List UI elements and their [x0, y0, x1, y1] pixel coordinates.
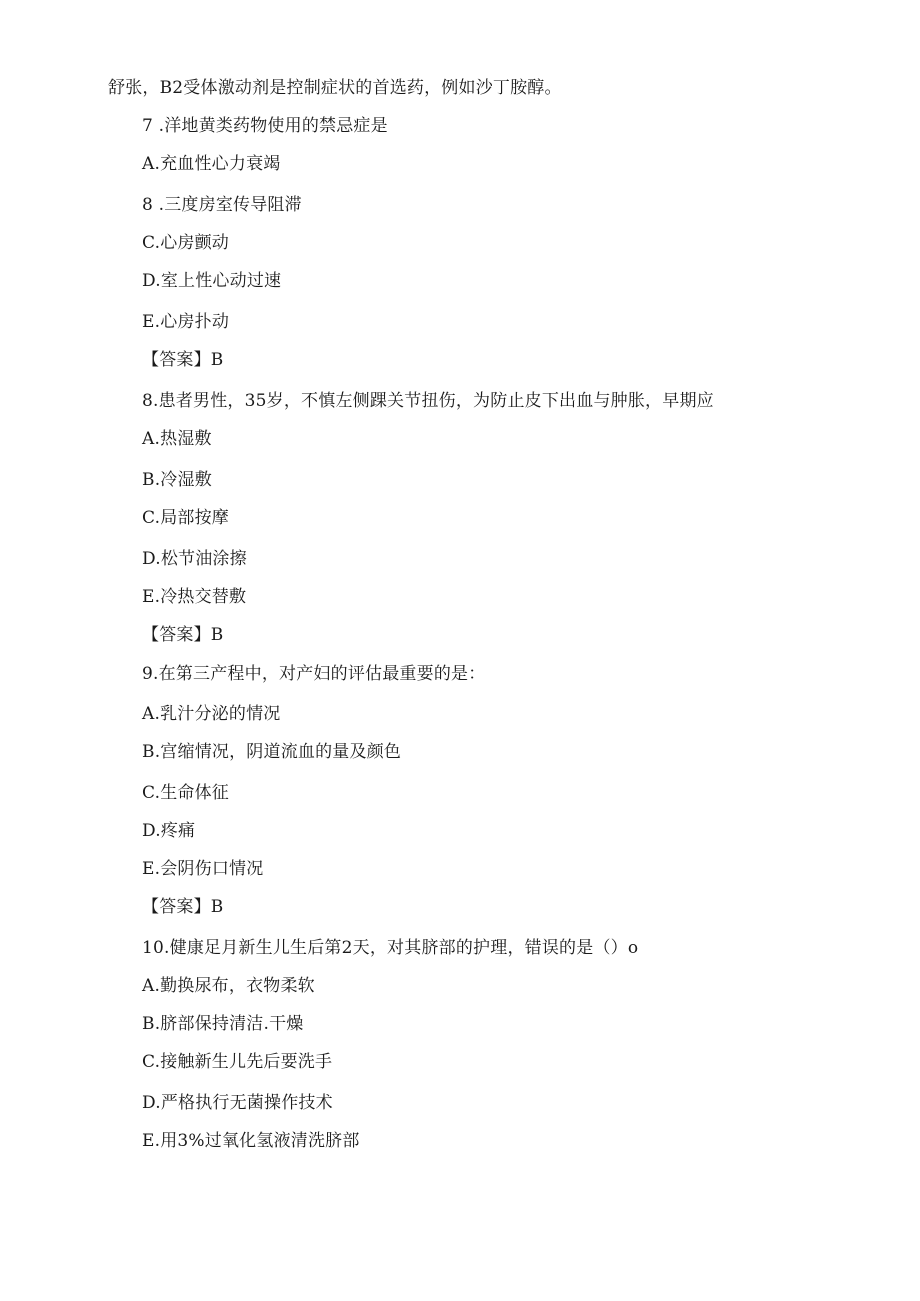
- question-9-option-a: A.乳汁分泌的情况: [142, 704, 281, 724]
- question-8-option-a: A.热湿敷: [142, 429, 212, 449]
- question-8-stem: 8.患者男性，35岁，不慎左侧踝关节扭伤，为防止皮下出血与肿胀，早期应: [142, 391, 714, 411]
- question-10-option-c: C.接触新生儿先后要洗手: [142, 1052, 333, 1072]
- question-10-option-b: B.脐部保持清洁.干燥: [142, 1014, 304, 1034]
- question-8-option-e: E.冷热交替敷: [142, 587, 247, 607]
- question-7-option-d: D.室上性心动过速: [142, 271, 282, 291]
- question-8-option-b: B.冷湿敷: [142, 470, 212, 490]
- question-10-option-a: A.勤换尿布，衣物柔软: [142, 976, 315, 996]
- question-7-option-e: E.心房扑动: [142, 312, 230, 332]
- question-9-answer: 【答案】B: [142, 897, 224, 917]
- paragraph-continuation: 舒张，B2受体激动剂是控制症状的首选药，例如沙丁胺醇。: [108, 78, 562, 98]
- question-8-option-c: C.局部按摩: [142, 508, 230, 528]
- question-10-stem: 10.健康足月新生儿生后第2天，对其脐部的护理，错误的是（）o: [142, 938, 639, 958]
- question-7-option-c: C.心房颤动: [142, 233, 230, 253]
- question-10-option-d: D.严格执行无菌操作技术: [142, 1093, 333, 1113]
- question-9-option-d: D.疼痛: [142, 821, 196, 841]
- question-10-option-e: E.用3%过氧化氢液清洗脐部: [142, 1131, 360, 1151]
- question-9-option-c: C.生命体征: [142, 783, 230, 803]
- question-7-option-b: 8 .三度房室传导阻滞: [142, 195, 302, 215]
- question-9-stem: 9.在第三产程中，对产妇的评估最重要的是：: [142, 664, 486, 684]
- question-7-option-a: A.充血性心力衰竭: [142, 154, 281, 174]
- question-8-answer: 【答案】B: [142, 625, 224, 645]
- question-7-stem: 7 .洋地黄类药物使用的禁忌症是: [142, 116, 388, 136]
- question-7-answer: 【答案】B: [142, 350, 224, 370]
- question-9-option-e: E.会阴伤口情况: [142, 859, 264, 879]
- question-9-option-b: B.宫缩情况，阴道流血的量及颜色: [142, 742, 402, 762]
- question-8-option-d: D.松节油涂擦: [142, 549, 247, 569]
